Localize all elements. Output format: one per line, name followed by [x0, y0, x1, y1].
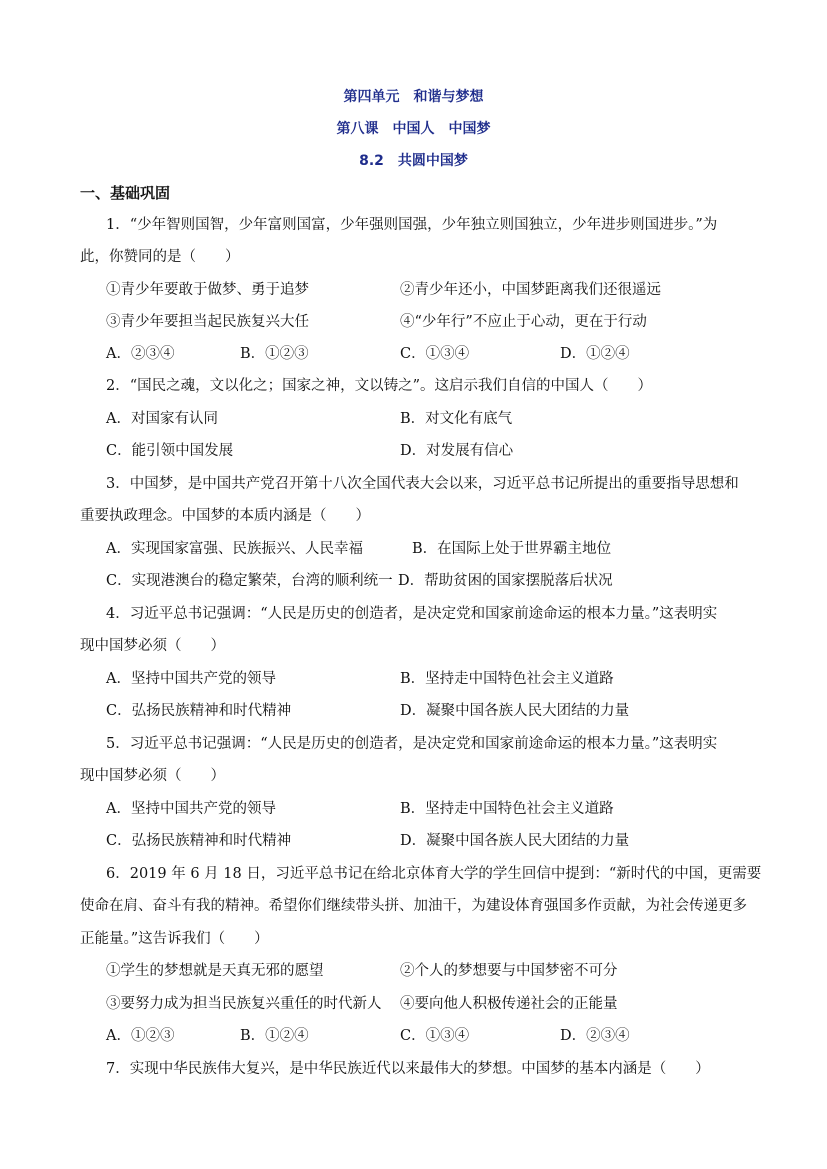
q6-statement-3: ③要努力成为担当民族复兴重任的时代新人 [106, 996, 382, 1012]
q1-option-d[interactable]: D．①②④ [560, 346, 630, 362]
unit-title: 第四单元 和谐与梦想 [343, 89, 484, 105]
q4-option-a[interactable]: A．坚持中国共产党的领导 [106, 671, 276, 687]
question-2-line-1: 2．“国民之魂，文以化之；国家之神，文以铸之”。这启示我们自信的中国人（ ） [106, 378, 653, 394]
question-5-line-1: 5．习近平总书记强调：“人民是历史的创造者，是决定党和国家前途命运的根本力量。”这表明实 [106, 736, 718, 752]
q3-option-b[interactable]: B．在国际上处于世界霸主地位 [412, 541, 612, 557]
q6-option-a[interactable]: A．①②③ [106, 1028, 175, 1044]
q2-option-b[interactable]: B．对文化有底气 [400, 411, 513, 427]
question-4-line-2: 现中国梦必须（ ） [80, 638, 225, 654]
q1-option-b[interactable]: B．①②③ [240, 346, 309, 362]
q3-option-c[interactable]: C．实现港澳台的稳定繁荣，台湾的顺利统一 [106, 573, 393, 589]
question-3-line-2: 重要执政理念。中国梦的本质内涵是（ ） [80, 508, 370, 524]
q1-statement-2: ②青少年还小，中国梦距离我们还很遥远 [400, 282, 661, 298]
q4-option-c[interactable]: C．弘扬民族精神和时代精神 [106, 703, 292, 719]
q4-option-b[interactable]: B．坚持走中国特色社会主义道路 [400, 671, 614, 687]
q6-statement-2: ②个人的梦想要与中国梦密不可分 [400, 963, 618, 979]
q1-statement-3: ③青少年要担当起民族复兴大任 [106, 314, 309, 330]
question-4-line-1: 4．习近平总书记强调：“人民是历史的创造者，是决定党和国家前途命运的根本力量。”这表明实 [106, 606, 718, 622]
question-6-line-3: 正能量。”这告诉我们（ ） [80, 931, 269, 947]
q4-option-d[interactable]: D．凝聚中国各族人民大团结的力量 [400, 703, 630, 719]
section-title: 8.2 共圆中国梦 [359, 153, 468, 169]
q2-option-c[interactable]: C．能引领中国发展 [106, 443, 234, 459]
question-1-line-2: 此，你赞同的是（ ） [80, 249, 240, 265]
question-5-line-2: 现中国梦必须（ ） [80, 768, 225, 784]
q5-option-d[interactable]: D．凝聚中国各族人民大团结的力量 [400, 833, 630, 849]
q6-option-b[interactable]: B．①②④ [240, 1028, 309, 1044]
q6-statement-4: ④要向他人积极传递社会的正能量 [400, 996, 618, 1012]
q6-option-d[interactable]: D．②③④ [560, 1028, 630, 1044]
lesson-title: 第八课 中国人 中国梦 [336, 121, 491, 137]
q5-option-a[interactable]: A．坚持中国共产党的领导 [106, 801, 276, 817]
q1-option-a[interactable]: A．②③④ [106, 346, 175, 362]
q2-option-a[interactable]: A．对国家有认同 [106, 411, 218, 427]
q6-statement-1: ①学生的梦想就是天真无邪的愿望 [106, 963, 324, 979]
q6-option-c[interactable]: C．①③④ [400, 1028, 470, 1044]
question-6-line-2: 使命在肩、奋斗有我的精神。希望你们继续带头拼、加油干，为建设体育强国多作贡献，为社会传递更多 [80, 898, 747, 914]
q1-statement-1: ①青少年要敢于做梦、勇于追梦 [106, 282, 309, 298]
question-1-line-1: 1．“少年智则国智，少年富则国富，少年强则国强，少年独立则国独立，少年进步则国进步。”为 [106, 217, 718, 233]
q3-option-d[interactable]: D．帮助贫困的国家摆脱落后状况 [398, 573, 613, 589]
q5-option-c[interactable]: C．弘扬民族精神和时代精神 [106, 833, 292, 849]
q1-option-c[interactable]: C．①③④ [400, 346, 470, 362]
q5-option-b[interactable]: B．坚持走中国特色社会主义道路 [400, 801, 614, 817]
q2-option-d[interactable]: D．对发展有信心 [400, 443, 514, 459]
q1-statement-4: ④“少年行”不应止于心动，更在于行动 [400, 314, 647, 330]
q3-option-a[interactable]: A．实现国家富强、民族振兴、人民幸福 [106, 541, 363, 557]
part-heading: 一、基础巩固 [80, 184, 171, 202]
question-3-line-1: 3．中国梦，是中国共产党召开第十八次全国代表大会以来，习近平总书记所提出的重要指导思想和 [106, 476, 739, 492]
question-7-line-1: 7．实现中华民族伟大复兴，是中华民族近代以来最伟大的梦想。中国梦的基本内涵是（ ） [106, 1061, 710, 1077]
question-6-line-1: 6．2019 年 6 月 18 日，习近平总书记在给北京体育大学的学生回信中提到：“新时代的中国，更需要 [106, 866, 762, 882]
